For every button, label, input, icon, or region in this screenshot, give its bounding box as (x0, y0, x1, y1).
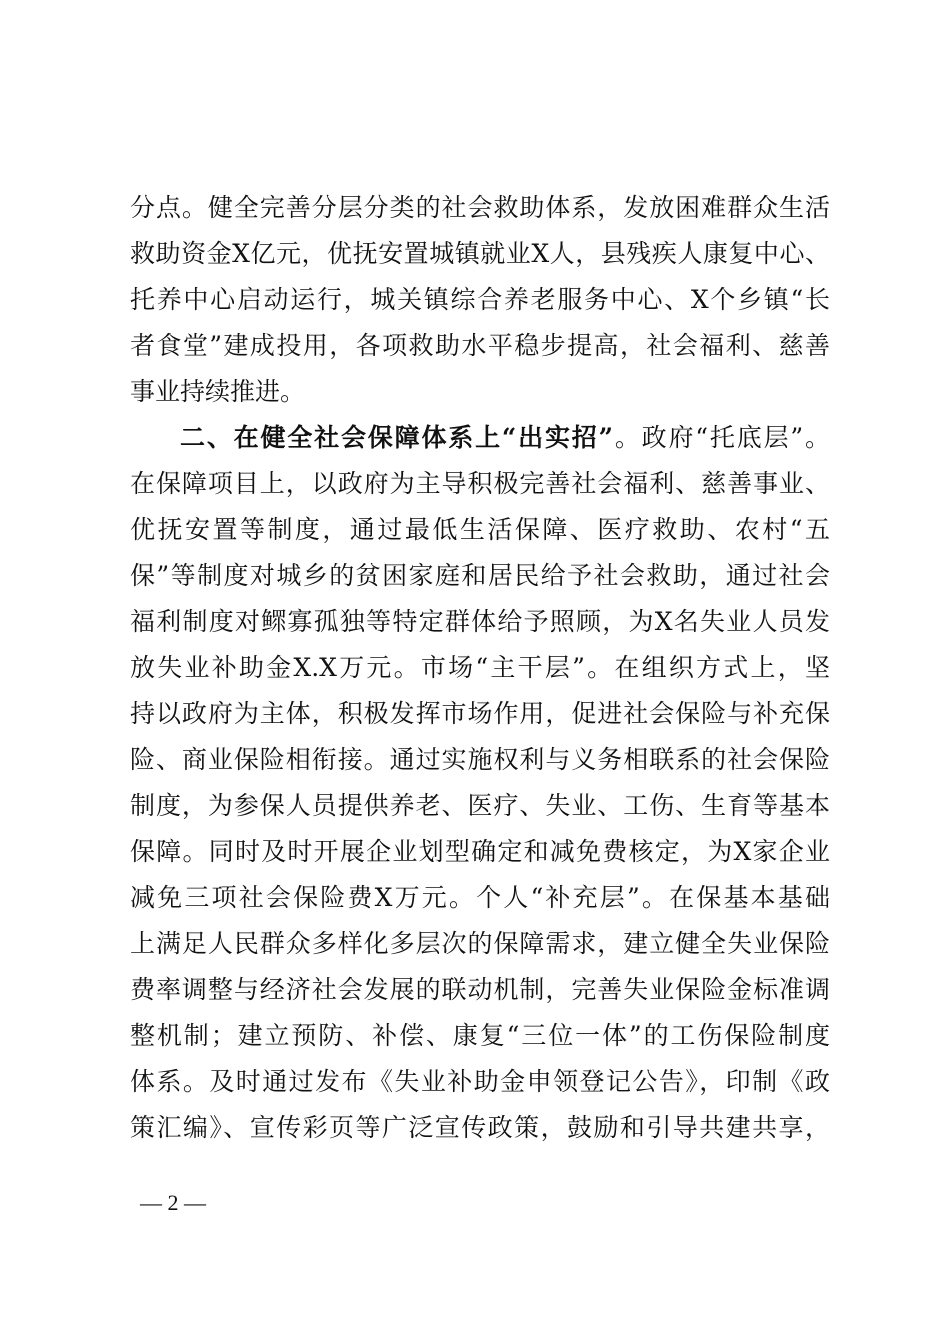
text-line: 整机制；建立预防、补偿、康复“三位一体”的工伤保险制度 (130, 1021, 830, 1050)
text-line: 分点。健全完善分层分类的社会救助体系，发放困难群众生活 (130, 193, 830, 222)
section-heading-line (180, 416, 830, 460)
text-line: 持以政府为主体，积极发挥市场作用，促进社会保险与补充保 (130, 699, 830, 728)
text-line: 者食堂”建成投用，各项救助水平稳步提高，社会福利、慈善 (130, 331, 830, 360)
page-number: — 2 — (140, 1190, 206, 1215)
text-line: 保”等制度对城乡的贫困家庭和居民给予社会救助，通过社会 (130, 561, 830, 590)
text-line: 体系。及时通过发布《失业补助金申领登记公告》，印制《政 (130, 1067, 830, 1096)
text-line: 制度，为参保人员提供养老、医疗、失业、工伤、生育等基本 (130, 791, 830, 820)
text-line: 事业持续推进。 (130, 377, 306, 406)
text-line: 托养中心启动运行，城关镇综合养老服务中心、X个乡镇“长 (130, 285, 830, 314)
section-heading: 二、在健全社会保障体系上“出实招” (180, 423, 613, 452)
text-line: 减免三项社会保险费X万元。个人“补充层”。在保基本基础 (130, 883, 830, 912)
text-line: 福利制度对鳏寡孤独等特定群体给予照顾，为X名失业人员发 (130, 607, 830, 636)
text-line: 救助资金X亿元，优抚安置城镇就业X人，县残疾人康复中心、 (130, 239, 830, 268)
text-line: 保障。同时及时开展企业划型确定和减免费核定，为X家企业 (130, 837, 830, 866)
text-line: 优抚安置等制度，通过最低生活保障、医疗救助、农村“五 (130, 515, 830, 544)
text-line: 费率调整与经济社会发展的联动机制，完善失业保险金标准调 (130, 975, 830, 1004)
text-line: 在保障项目上，以政府为主导积极完善社会福利、慈善事业、 (130, 469, 830, 498)
text-line: 上满足人民群众多样化多层次的保障需求，建立健全失业保险 (130, 929, 830, 958)
text-run: 。政府“托底层”。 (613, 423, 831, 452)
text-line: 放失业补助金X.X万元。市场“主干层”。在组织方式上，坚 (130, 653, 830, 682)
text-line: 险、商业保险相衔接。通过实施权利与义务相联系的社会保险 (130, 745, 830, 774)
text-line: 策汇编》、宣传彩页等广泛宣传政策，鼓励和引导共建共享， (130, 1113, 830, 1142)
